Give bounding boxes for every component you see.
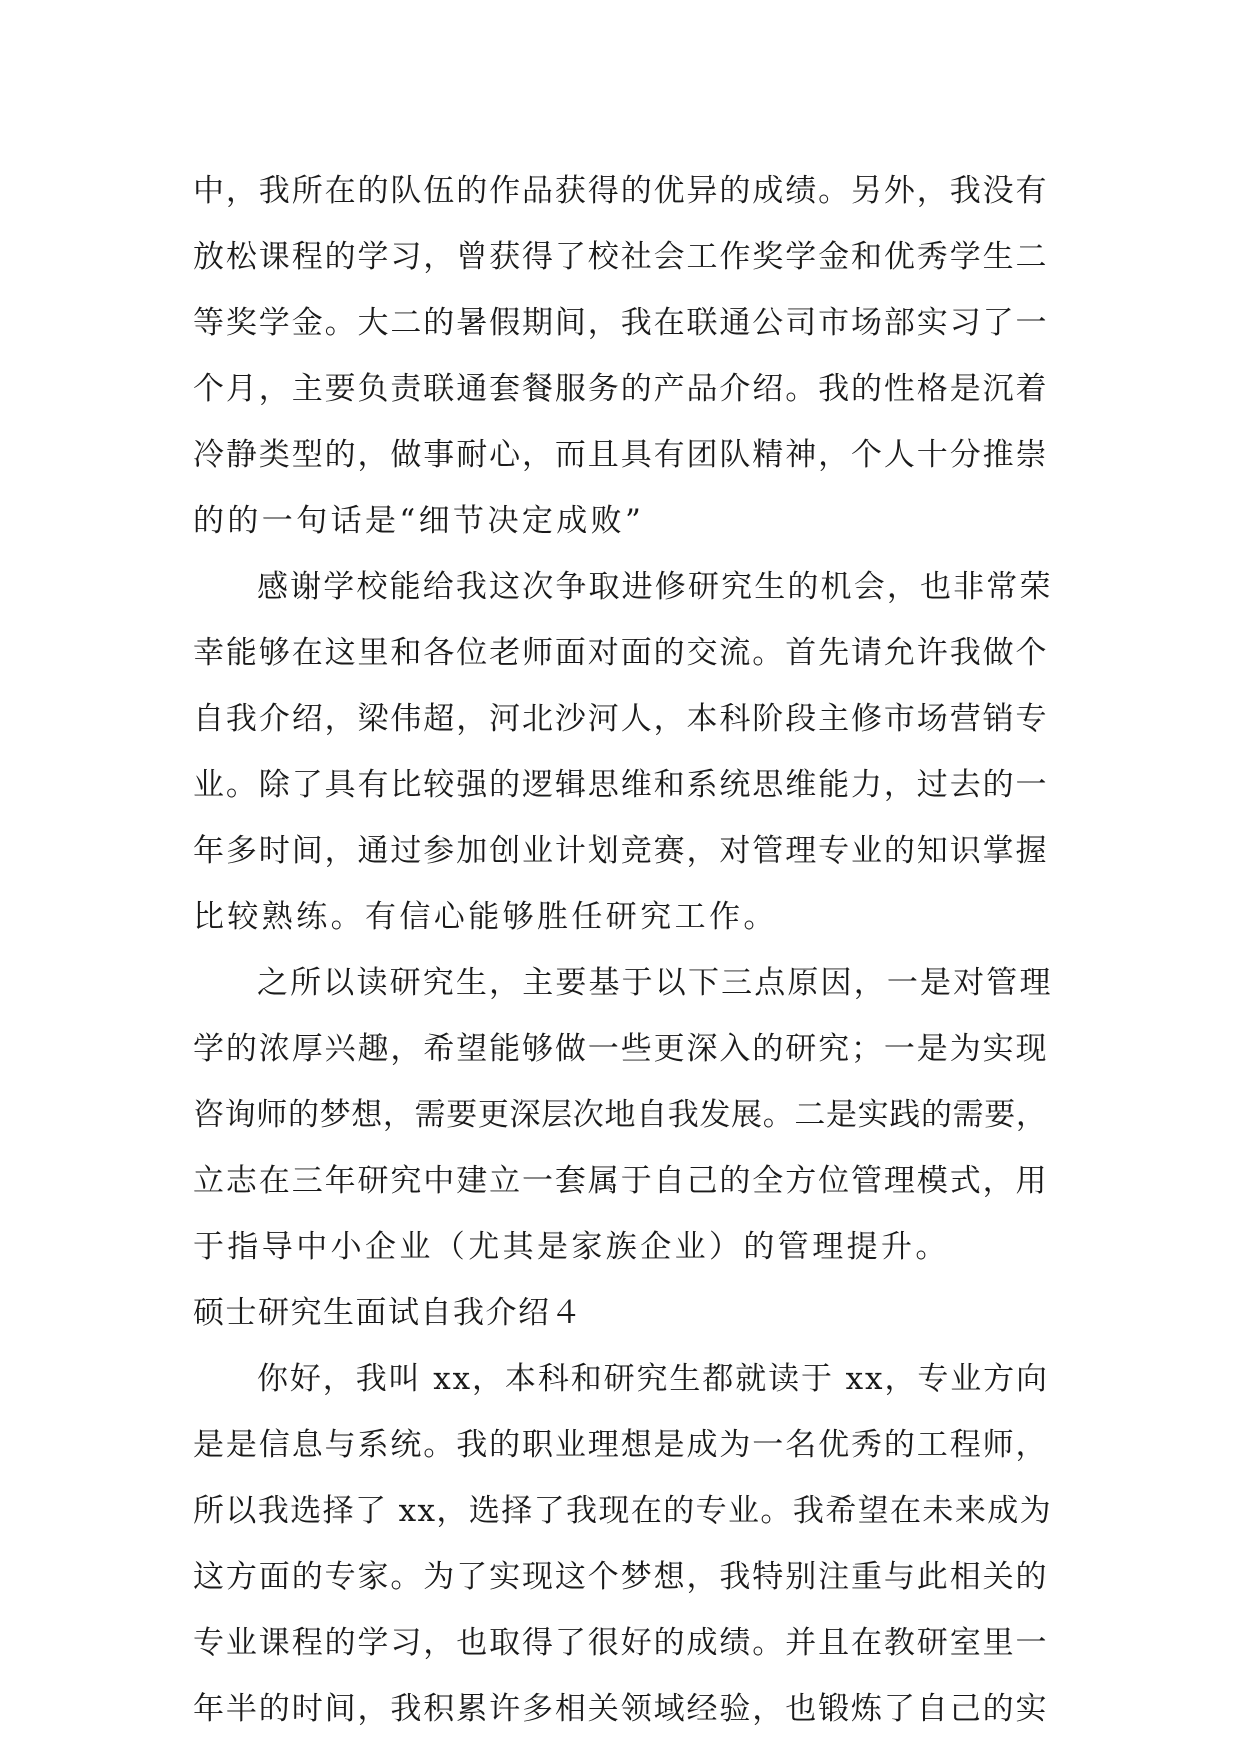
text-line: 冷静类型的，做事耐心，而且具有团队精神，个人十分推崇 xyxy=(193,437,1049,473)
text-line: 比较熟练。有信心能够胜任研究工作。 xyxy=(193,899,778,935)
text-line: 中，我所在的队伍的作品获得的优异的成绩。另外，我没有 xyxy=(193,173,1049,209)
text-line: 等奖学金。大二的暑假期间，我在联通公司市场部实习了一 xyxy=(193,305,1049,341)
text-line: 于指导中小企业（尤其是家族企业）的管理提升。 xyxy=(193,1229,950,1265)
paragraph-first-line: 感谢学校能给我这次争取进修研究生的机会，也非常荣 xyxy=(257,569,1053,605)
text-line: 这方面的专家。为了实现这个梦想，我特别注重与此相关的 xyxy=(193,1559,1049,1595)
text-line: 幸能够在这里和各位老师面对面的交流。首先请允许我做个 xyxy=(193,635,1049,671)
text-line: 是是信息与系统。我的职业理想是成为一名优秀的工程师， xyxy=(193,1427,1049,1463)
text-line: 所以我选择了 xx，选择了我现在的专业。我希望在未来成为 xyxy=(193,1493,1053,1529)
section-heading: 硕士研究生面试自我介绍４ xyxy=(193,1295,583,1331)
document-body xyxy=(193,158,1053,1742)
text-line: 的的一句话是“细节决定成败” xyxy=(193,503,645,539)
text-line: 年半的时间，我积累许多相关领域经验，也锻炼了自己的实 xyxy=(193,1691,1049,1727)
text-line: 业。除了具有比较强的逻辑思维和系统思维能力，过去的一 xyxy=(193,767,1049,803)
paragraph-first-line: 你好，我叫 xx，本科和研究生都就读于 xx，专业方向 xyxy=(257,1361,1049,1397)
text-line: 咨询师的梦想，需要更深层次地自我发展。二是实践的需要， xyxy=(193,1097,1048,1133)
text-line: 学的浓厚兴趣，希望能够做一些更深入的研究；一是为实现 xyxy=(193,1031,1049,1067)
text-line: 年多时间，通过参加创业计划竞赛，对管理专业的知识掌握 xyxy=(193,833,1049,869)
paragraph-first-line: 之所以读研究生，主要基于以下三点原因，一是对管理 xyxy=(257,965,1053,1001)
text-line: 放松课程的学习，曾获得了校社会工作奖学金和优秀学生二 xyxy=(193,239,1049,275)
text-line: 个月，主要负责联通套餐服务的产品介绍。我的性格是沉着 xyxy=(193,371,1049,407)
text-line: 自我介绍，梁伟超，河北沙河人，本科阶段主修市场营销专 xyxy=(193,701,1049,737)
text-line: 立志在三年研究中建立一套属于自己的全方位管理模式，用 xyxy=(193,1163,1049,1199)
text-line: 专业课程的学习，也取得了很好的成绩。并且在教研室里一 xyxy=(193,1625,1049,1661)
